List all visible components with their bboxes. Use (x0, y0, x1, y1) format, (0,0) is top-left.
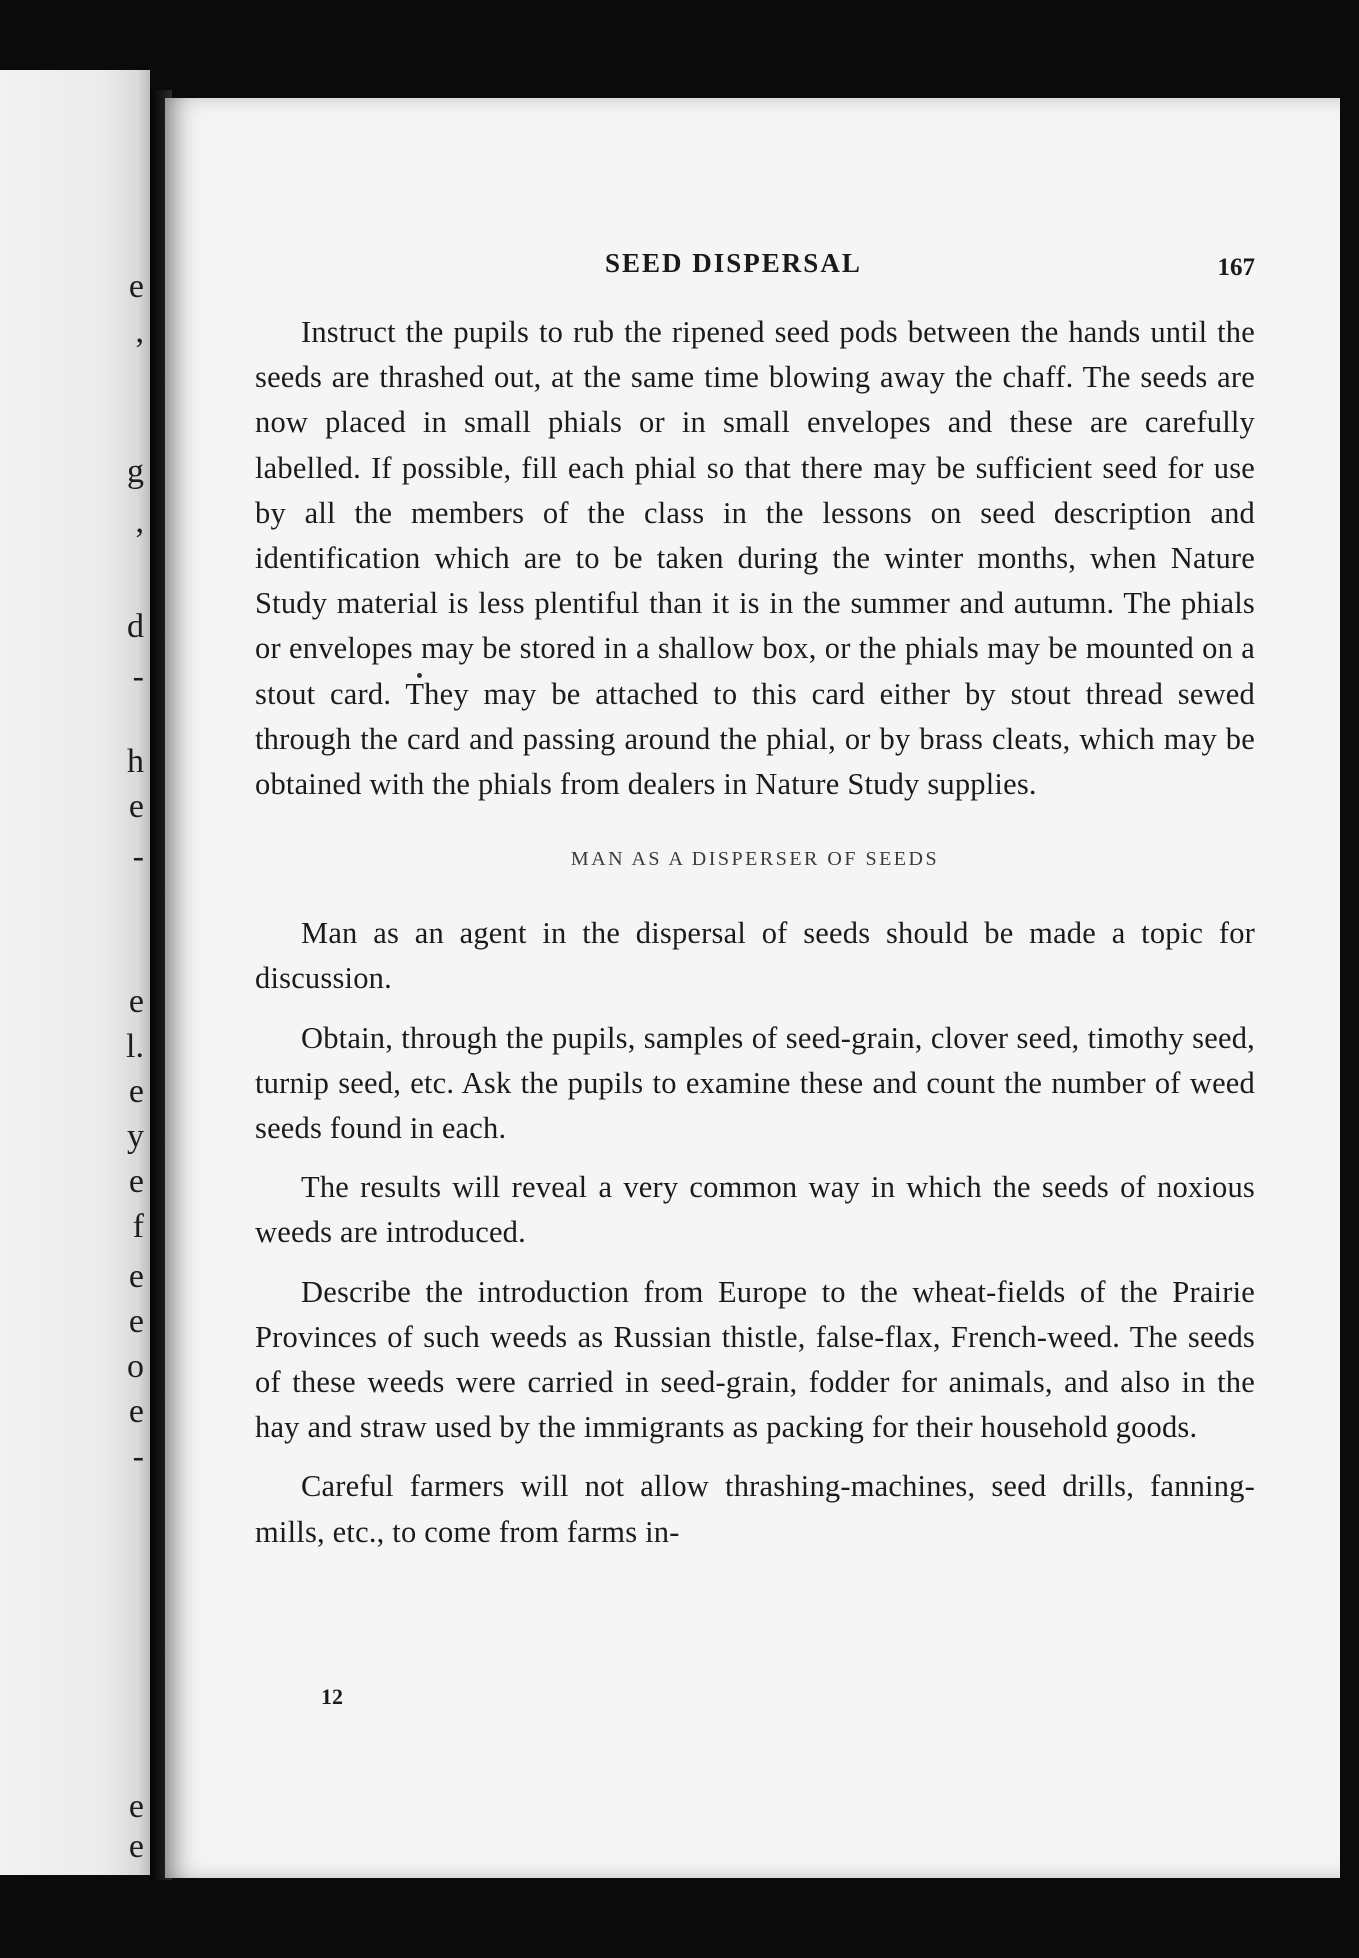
left-page-text-fragment: e (128, 1393, 144, 1430)
left-page-text-fragment: h (127, 743, 144, 780)
left-page-text-fragment: e (128, 1788, 144, 1825)
left-page-text-fragment: - (132, 658, 144, 695)
section-heading: MAN AS A DISPERSER OF SEEDS (570, 848, 940, 871)
left-facing-page (0, 70, 150, 1875)
left-page-text-fragment: e (128, 1303, 144, 1340)
paragraph: Describe the introduction from Europe to the wheat-fields of the Prairie Provinces of such weeds as Russian thistle, false-flax, French-weed. The seeds of these weeds were carried in seed-grain, fodder for animals, and also in the hay and straw used by the immigrants as packing for their household goods. (255, 1274, 1255, 1445)
left-page-text-fragment: - (132, 838, 144, 875)
paragraph: Careful farmers will not allow thrashing-machines, seed drills, fanning-mills, etc., to come from farms in- (255, 1469, 1255, 1549)
left-page-text-fragment: l. (126, 1028, 144, 1065)
paragraph: Man as an agent in the dispersal of seeds should be made a topic for discussion. (255, 916, 1255, 996)
left-page-text-fragment: o (127, 1348, 144, 1385)
paragraph: Obtain, through the pupils, samples of seed-grain, clover seed, timothy seed, turnip seed, etc. Ask the pupils to examine these and count the number of weed seeds found in each. (255, 1020, 1255, 1146)
left-page-text-fragment: e (128, 983, 144, 1020)
left-page-text-fragment: e (128, 1163, 144, 1200)
running-title: SEED DISPERSAL (605, 248, 862, 278)
left-page-text-fragment: g (127, 453, 144, 490)
left-page-text-fragment: f (132, 1208, 144, 1245)
left-page-text-fragment: e (128, 268, 144, 305)
page-body (255, 310, 1255, 1555)
left-page-text-fragment: - (132, 1438, 144, 1475)
left-page-text-fragment: , (135, 313, 144, 350)
left-page-text-fragment: e (128, 788, 144, 825)
paragraph: The results will reveal a very common way in which the seeds of noxious weeds are introduced. (255, 1170, 1255, 1250)
left-page-text-fragment: d (127, 608, 144, 645)
page-header (165, 248, 1340, 298)
book-page (165, 98, 1340, 1878)
signature-mark: 12 (321, 1684, 343, 1709)
left-page-text-fragment: , (135, 503, 144, 540)
left-page-text-fragment: y (127, 1118, 144, 1155)
paragraph: Instruct the pupils to rub the ripened seed pods between the hands until the seeds are thrashed out, at the same time blowing away the chaff. The seeds are now placed in small phials or in small envelopes and these are carefully labelled. If possible, fill each phial so that there may be sufficient seed for use by all the members of the class in the lessons on seed description and identification which are to be taken during the winter months, when Nature Study material is less plentiful than it is in the summer and autumn. The phials or envelopes may be stored in a shallow box, or the phials may be mounted on a stout card. They may be attached to this card either by stout thread sewed through the card and passing around the phial, or by brass cleats, which may be obtained with the phials from dealers in Nature Study supplies. (255, 315, 1255, 802)
page-number: 167 (1217, 254, 1255, 281)
left-page-text-fragment: e (128, 1073, 144, 1110)
left-page-text-fragment: e (128, 1258, 144, 1295)
left-page-text-fragment: e (128, 1828, 144, 1865)
